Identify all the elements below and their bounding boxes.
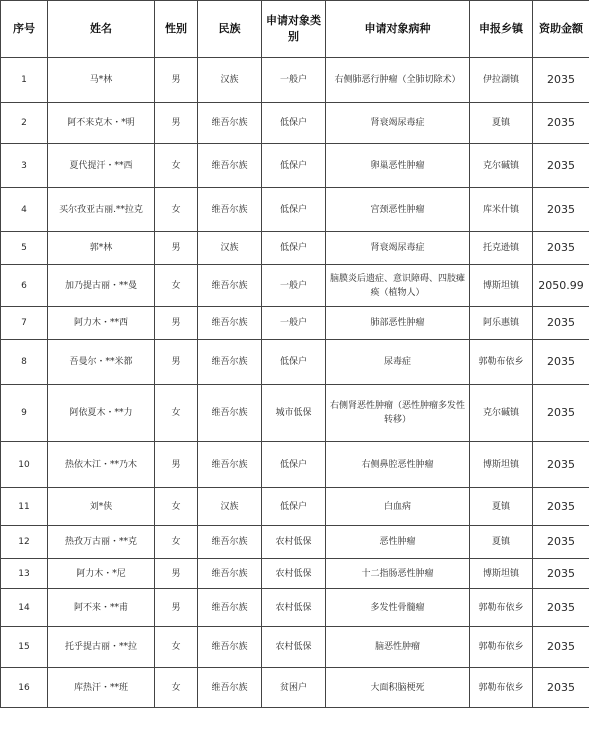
cell-seq: 15 xyxy=(1,627,48,668)
cell-name: 夏代提汗・**西 xyxy=(48,144,155,188)
header-seq: 序号 xyxy=(1,1,48,58)
cell-category: 低保户 xyxy=(262,232,326,265)
cell-amount: 2035 xyxy=(533,58,589,103)
cell-name: 吾曼尔・**米都 xyxy=(48,340,155,385)
cell-gender: 女 xyxy=(155,265,198,307)
cell-name: 阿力木・*尼 xyxy=(48,559,155,589)
cell-town: 托克逊镇 xyxy=(470,232,533,265)
cell-amount: 2035 xyxy=(533,526,589,559)
cell-town: 郭勒布依乡 xyxy=(470,589,533,627)
cell-town: 库米什镇 xyxy=(470,188,533,232)
cell-name: 马*林 xyxy=(48,58,155,103)
cell-town: 伊拉湖镇 xyxy=(470,58,533,103)
cell-category: 低保户 xyxy=(262,442,326,488)
cell-amount: 2035 xyxy=(533,668,589,708)
cell-disease: 宫颈恶性肿瘤 xyxy=(326,188,470,232)
cell-ethnicity: 维吾尔族 xyxy=(198,307,262,340)
header-disease: 申请对象病种 xyxy=(326,1,470,58)
header-category: 申请对象类别 xyxy=(262,1,326,58)
cell-amount: 2035 xyxy=(533,232,589,265)
cell-gender: 女 xyxy=(155,188,198,232)
cell-ethnicity: 维吾尔族 xyxy=(198,526,262,559)
cell-town: 阿乐惠镇 xyxy=(470,307,533,340)
cell-category: 低保户 xyxy=(262,340,326,385)
cell-disease: 白血病 xyxy=(326,488,470,526)
header-name: 姓名 xyxy=(48,1,155,58)
cell-ethnicity: 汉族 xyxy=(198,58,262,103)
table-row xyxy=(1,307,589,340)
table-row xyxy=(1,265,589,307)
cell-category: 农村低保 xyxy=(262,559,326,589)
cell-town: 夏镇 xyxy=(470,488,533,526)
table-row xyxy=(1,144,589,188)
cell-name: 阿不来・**甫 xyxy=(48,589,155,627)
table-row xyxy=(1,232,589,265)
cell-name: 买尔孜亚古丽.**拉克 xyxy=(48,188,155,232)
cell-gender: 男 xyxy=(155,232,198,265)
cell-disease: 右侧鼻腔恶性肿瘤 xyxy=(326,442,470,488)
cell-gender: 男 xyxy=(155,340,198,385)
cell-disease: 肾衰竭尿毒症 xyxy=(326,232,470,265)
cell-disease: 脑膜炎后遗症、意识障碍、四肢瘫痪（植物人） xyxy=(326,265,470,307)
cell-disease: 卵巢恶性肿瘤 xyxy=(326,144,470,188)
cell-ethnicity: 维吾尔族 xyxy=(198,668,262,708)
cell-disease: 肾衰竭尿毒症 xyxy=(326,103,470,144)
cell-ethnicity: 维吾尔族 xyxy=(198,385,262,442)
cell-ethnicity: 维吾尔族 xyxy=(198,589,262,627)
cell-amount: 2050.99 xyxy=(533,265,589,307)
table-row xyxy=(1,385,589,442)
cell-seq: 16 xyxy=(1,668,48,708)
cell-seq: 6 xyxy=(1,265,48,307)
table-row xyxy=(1,488,589,526)
cell-disease: 十二指肠恶性肿瘤 xyxy=(326,559,470,589)
cell-disease: 肺部恶性肿瘤 xyxy=(326,307,470,340)
table-row xyxy=(1,559,589,589)
cell-amount: 2035 xyxy=(533,103,589,144)
cell-town: 夏镇 xyxy=(470,526,533,559)
cell-ethnicity: 汉族 xyxy=(198,488,262,526)
cell-ethnicity: 维吾尔族 xyxy=(198,188,262,232)
header-gender: 性别 xyxy=(155,1,198,58)
cell-ethnicity: 维吾尔族 xyxy=(198,103,262,144)
cell-disease: 多发性骨髓瘤 xyxy=(326,589,470,627)
cell-ethnicity: 维吾尔族 xyxy=(198,559,262,589)
cell-seq: 8 xyxy=(1,340,48,385)
cell-seq: 14 xyxy=(1,589,48,627)
cell-category: 低保户 xyxy=(262,144,326,188)
cell-gender: 女 xyxy=(155,526,198,559)
cell-name: 加乃提古丽・**曼 xyxy=(48,265,155,307)
cell-category: 一般户 xyxy=(262,58,326,103)
cell-seq: 11 xyxy=(1,488,48,526)
cell-gender: 男 xyxy=(155,559,198,589)
cell-gender: 男 xyxy=(155,307,198,340)
table-row xyxy=(1,188,589,232)
cell-gender: 男 xyxy=(155,589,198,627)
cell-category: 一般户 xyxy=(262,265,326,307)
cell-amount: 2035 xyxy=(533,188,589,232)
cell-seq: 5 xyxy=(1,232,48,265)
cell-amount: 2035 xyxy=(533,442,589,488)
cell-town: 博斯坦镇 xyxy=(470,442,533,488)
cell-name: 郭*林 xyxy=(48,232,155,265)
cell-gender: 男 xyxy=(155,58,198,103)
cell-amount: 2035 xyxy=(533,559,589,589)
table-row xyxy=(1,442,589,488)
cell-gender: 女 xyxy=(155,488,198,526)
cell-category: 城市低保 xyxy=(262,385,326,442)
cell-amount: 2035 xyxy=(533,307,589,340)
cell-ethnicity: 维吾尔族 xyxy=(198,265,262,307)
cell-gender: 女 xyxy=(155,627,198,668)
cell-town: 博斯坦镇 xyxy=(470,559,533,589)
cell-town: 郭勒布依乡 xyxy=(470,627,533,668)
cell-gender: 女 xyxy=(155,668,198,708)
cell-disease: 右侧肾恶性肿瘤（恶性肿瘤多发性转移） xyxy=(326,385,470,442)
cell-town: 夏镇 xyxy=(470,103,533,144)
table-row xyxy=(1,668,589,708)
cell-ethnicity: 维吾尔族 xyxy=(198,442,262,488)
cell-category: 农村低保 xyxy=(262,526,326,559)
table-row xyxy=(1,589,589,627)
cell-town: 克尔碱镇 xyxy=(470,385,533,442)
cell-gender: 女 xyxy=(155,144,198,188)
header-ethnicity: 民族 xyxy=(198,1,262,58)
cell-name: 阿依夏木・**力 xyxy=(48,385,155,442)
cell-seq: 4 xyxy=(1,188,48,232)
cell-name: 托乎提古丽・**拉 xyxy=(48,627,155,668)
table-row xyxy=(1,103,589,144)
cell-gender: 女 xyxy=(155,385,198,442)
cell-seq: 9 xyxy=(1,385,48,442)
cell-disease: 右侧肺恶行肿瘤（全肺切除术） xyxy=(326,58,470,103)
cell-amount: 2035 xyxy=(533,488,589,526)
cell-gender: 男 xyxy=(155,103,198,144)
cell-category: 农村低保 xyxy=(262,589,326,627)
cell-ethnicity: 汉族 xyxy=(198,232,262,265)
cell-town: 克尔碱镇 xyxy=(470,144,533,188)
cell-name: 库热汗・**班 xyxy=(48,668,155,708)
cell-name: 阿力木・**西 xyxy=(48,307,155,340)
cell-seq: 3 xyxy=(1,144,48,188)
cell-ethnicity: 维吾尔族 xyxy=(198,340,262,385)
cell-seq: 10 xyxy=(1,442,48,488)
cell-disease: 脑恶性肿瘤 xyxy=(326,627,470,668)
cell-category: 低保户 xyxy=(262,103,326,144)
table-row xyxy=(1,627,589,668)
cell-amount: 2035 xyxy=(533,589,589,627)
cell-amount: 2035 xyxy=(533,340,589,385)
cell-category: 农村低保 xyxy=(262,627,326,668)
cell-gender: 男 xyxy=(155,442,198,488)
table-row xyxy=(1,526,589,559)
cell-name: 阿不来克木・*明 xyxy=(48,103,155,144)
cell-disease: 尿毒症 xyxy=(326,340,470,385)
header-amount: 资助金额 xyxy=(533,1,589,58)
cell-amount: 2035 xyxy=(533,627,589,668)
cell-name: 热孜万古丽・**克 xyxy=(48,526,155,559)
cell-seq: 2 xyxy=(1,103,48,144)
table-row xyxy=(1,340,589,385)
cell-town: 郭勒布依乡 xyxy=(470,340,533,385)
cell-name: 热依木江・**乃木 xyxy=(48,442,155,488)
cell-category: 一般户 xyxy=(262,307,326,340)
table-row xyxy=(1,58,589,103)
cell-ethnicity: 维吾尔族 xyxy=(198,144,262,188)
header-row xyxy=(1,1,589,58)
cell-category: 贫困户 xyxy=(262,668,326,708)
cell-seq: 7 xyxy=(1,307,48,340)
cell-amount: 2035 xyxy=(533,144,589,188)
cell-seq: 12 xyxy=(1,526,48,559)
header-town: 申报乡镇 xyxy=(470,1,533,58)
cell-ethnicity: 维吾尔族 xyxy=(198,627,262,668)
cell-disease: 大面积脑梗死 xyxy=(326,668,470,708)
cell-name: 刘*侠 xyxy=(48,488,155,526)
cell-disease: 恶性肿瘤 xyxy=(326,526,470,559)
cell-town: 博斯坦镇 xyxy=(470,265,533,307)
cell-seq: 1 xyxy=(1,58,48,103)
cell-seq: 13 xyxy=(1,559,48,589)
cell-category: 低保户 xyxy=(262,188,326,232)
cell-town: 郭勒布依乡 xyxy=(470,668,533,708)
cell-category: 低保户 xyxy=(262,488,326,526)
cell-amount: 2035 xyxy=(533,385,589,442)
